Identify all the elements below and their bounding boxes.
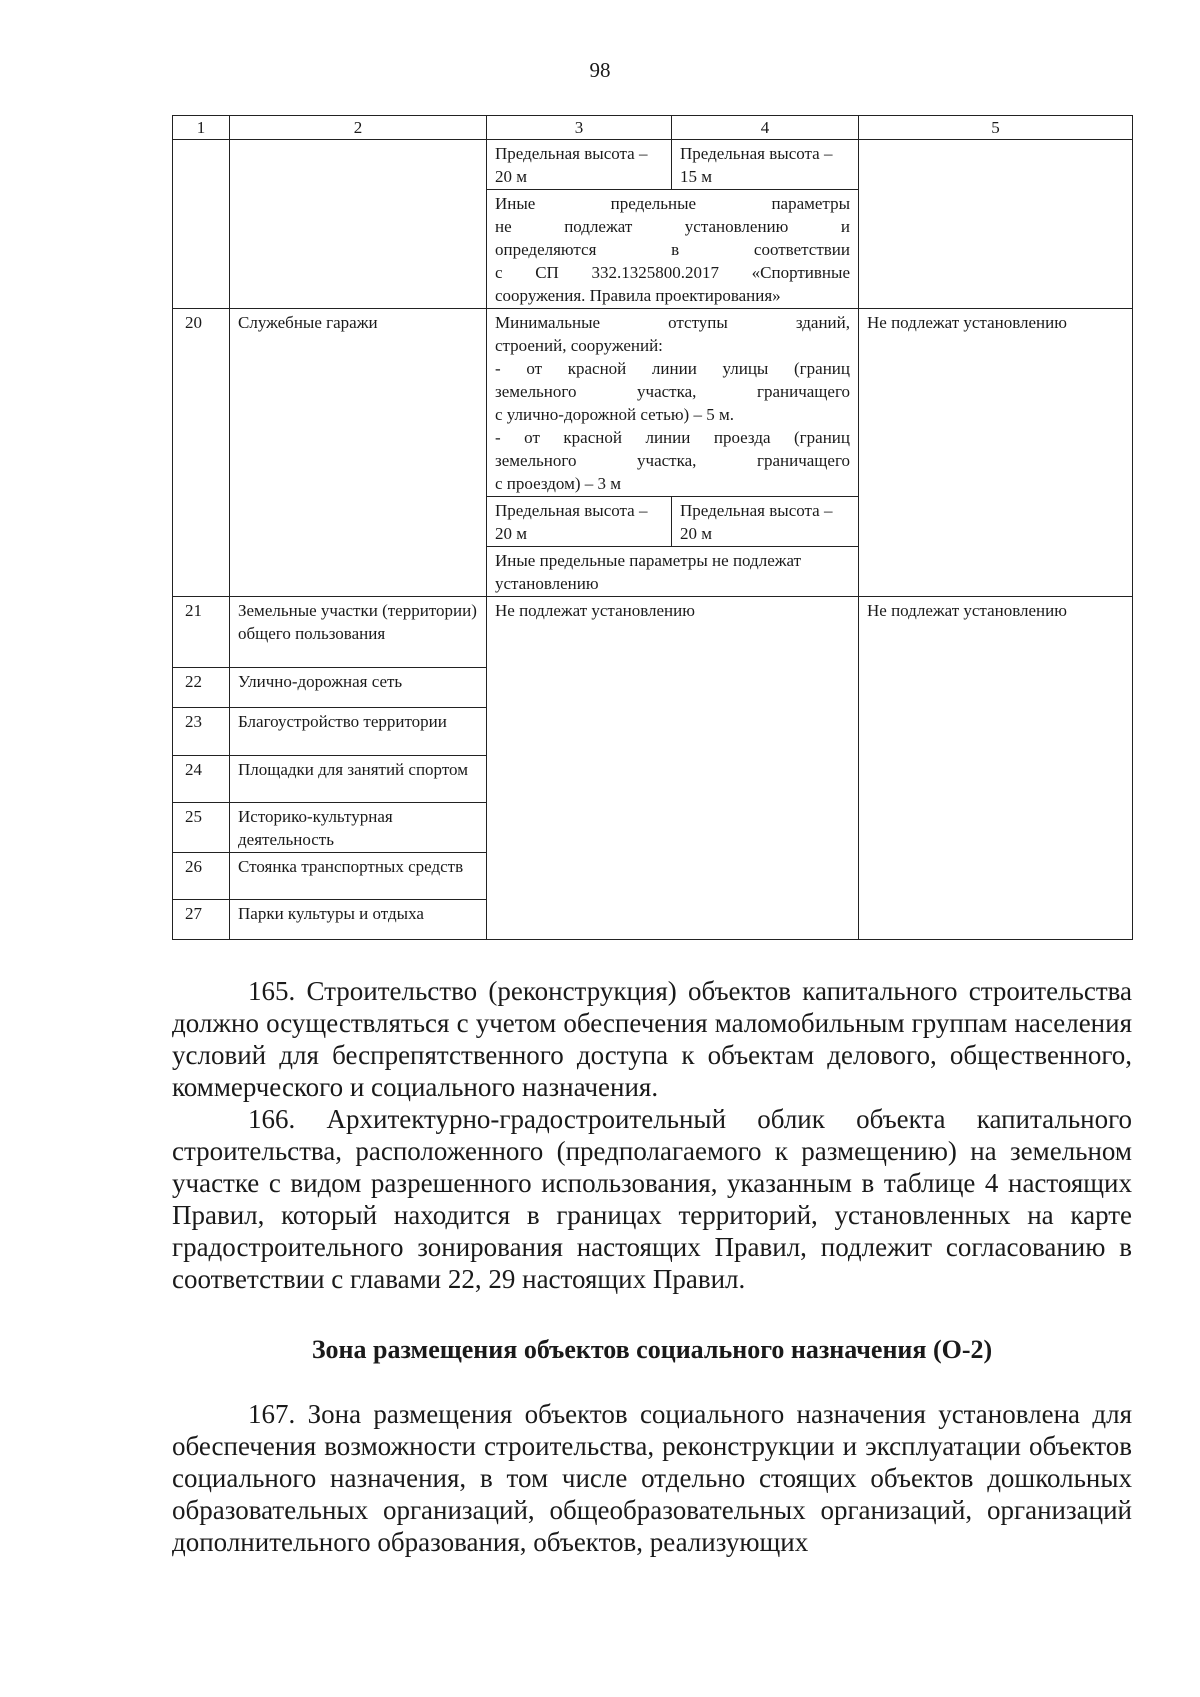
paragraph-165: 165. Строительство (реконструкция) объектов капитального строительства должно осуществляться с учетом обеспечения маломобильным группам населения условий для беспрепятственного доступа к объектам делового, общественного, коммерческого и социального назначения.	[172, 976, 1132, 1102]
regulations-table	[172, 115, 1133, 940]
table-row	[173, 597, 1133, 668]
setback-cell: Минимальные отступы зданий, строений, сооружений: - от красной линии улицы (границ земельного участка, граничащего с улично-дорожной сетью) – 5 м. - от красной линии проезда (границ земельного участка, граничащего с проездом) – 3 м	[487, 309, 859, 497]
table-header-row	[173, 116, 1133, 140]
row-number: 21	[173, 597, 230, 668]
not-established-cell: Не подлежат установлению	[859, 597, 1133, 940]
section-heading: Зона размещения объектов социального назначения (О-2)	[311, 1335, 993, 1364]
header-col-2: 2	[230, 116, 487, 140]
height-limit-cell: Предельная высота – 20 м	[487, 140, 672, 190]
header-col-1: 1	[173, 116, 230, 140]
header-col-3: 3	[487, 116, 672, 140]
row-number: 25	[173, 803, 230, 853]
land-use-name: Благоустройство территории	[230, 708, 487, 756]
row-number: 24	[173, 756, 230, 803]
land-use-name: Служебные гаражи	[230, 309, 487, 597]
land-use-name: Парки культуры и отдыха	[230, 900, 487, 940]
land-use-name: Площадки для занятий спортом	[230, 756, 487, 803]
land-use-name: Земельные участки (территории) общего пользования	[230, 597, 487, 668]
height-limit-cell: Предельная высота – 15 м	[672, 140, 859, 190]
row-number: 26	[173, 853, 230, 900]
row-number: 27	[173, 900, 230, 940]
page-number: 98	[589, 58, 611, 82]
row-number: 20	[173, 309, 230, 597]
row-number: 22	[173, 668, 230, 708]
table-row	[173, 309, 1133, 497]
land-use-name: Улично-дорожная сеть	[230, 668, 487, 708]
other-params-cell: Иные предельные параметры не подлежат установлению	[487, 547, 859, 597]
land-use-name: Историко-культурная деятельность	[230, 803, 487, 853]
header-col-4: 4	[672, 116, 859, 140]
header-col-5: 5	[859, 116, 1133, 140]
not-established-cell: Не подлежат установлению	[487, 597, 859, 940]
row-number: 23	[173, 708, 230, 756]
paragraphs-block-1	[172, 975, 1132, 1295]
other-params-cell: Иные предельные параметры не подлежат установлению и определяются в соответствии с СП 332.1325800.2017 «Спортивные сооружения. Правила проектирования»	[487, 190, 859, 309]
height-limit-cell: Предельная высота – 20 м	[487, 497, 672, 547]
height-limit-cell: Предельная высота – 20 м	[672, 497, 859, 547]
not-established-cell: Не подлежат установлению	[859, 309, 1133, 597]
paragraph-167: 167. Зона размещения объектов социального назначения установлена для обеспечения возможности строительства, реконструкции и эксплуатации объектов социального назначения, в том числе отдельно стоящих объектов дошкольных образовательных организаций, общеобразовательных организаций, организаций дополнительного образования, объектов, реализующих	[172, 1399, 1132, 1557]
paragraph-166: 166. Архитектурно-градостроительный облик объекта капитального строительства, расположенного (предполагаемого к размещению) на земельном участке с видом разрешенного использования, указанным в таблице 4 настоящих Правил, который находится в границах территорий, установленных на карте градостроительного зонирования настоящих Правил, подлежит согласованию в соответствии с главами 22, 29 настоящих Правил.	[172, 1104, 1132, 1294]
land-use-name: Стоянка транспортных средств	[230, 853, 487, 900]
paragraphs-block-2	[172, 1398, 1132, 1558]
table-row	[173, 140, 1133, 190]
